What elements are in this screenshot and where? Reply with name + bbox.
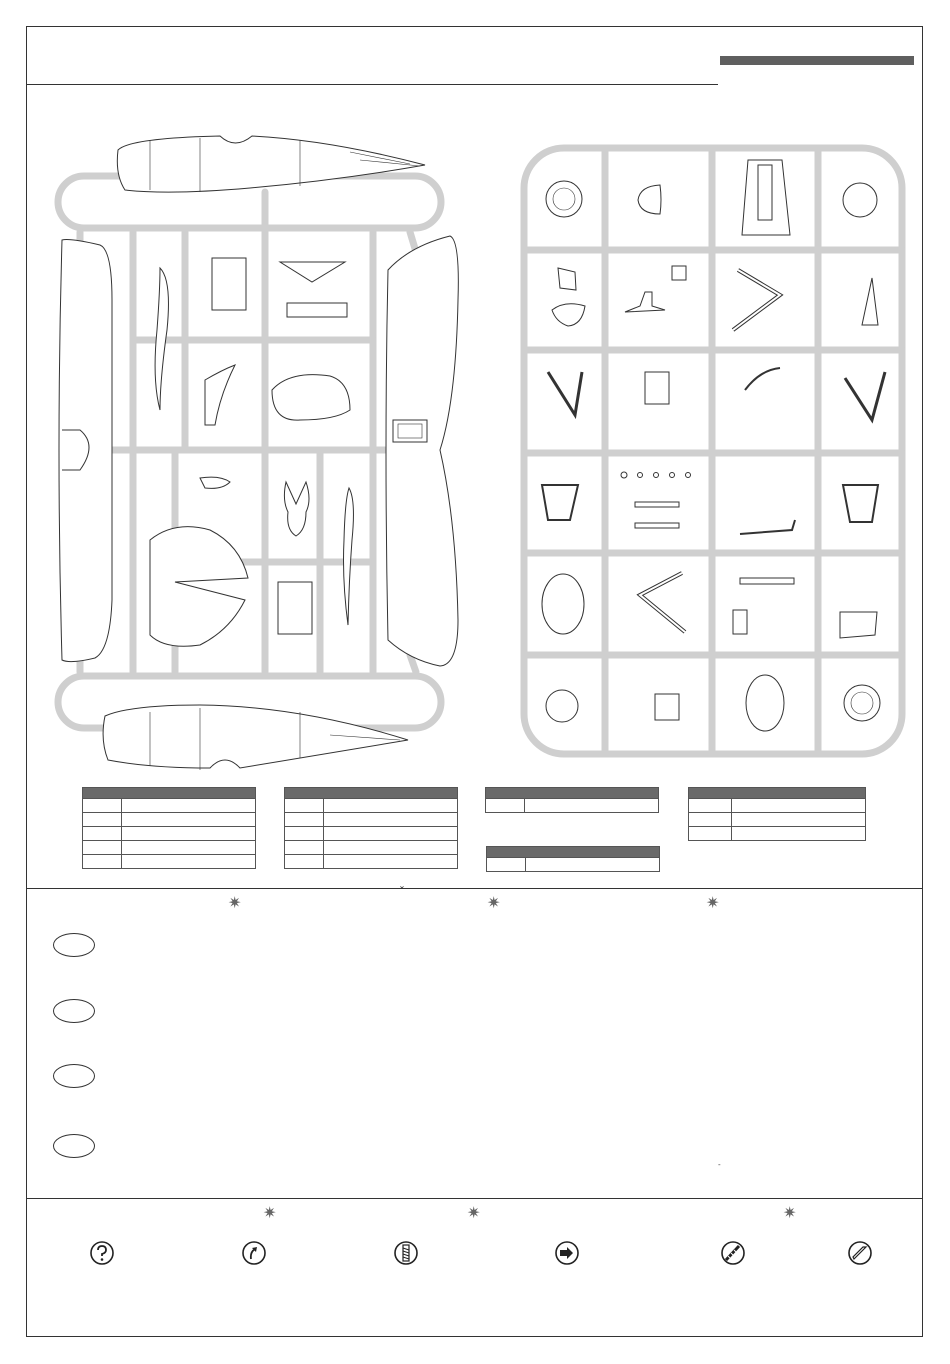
blade-part — [862, 278, 878, 325]
engine-block-2 — [278, 582, 312, 634]
step-star-6: ✷ — [783, 1205, 797, 1222]
tailfin — [272, 375, 350, 421]
cut-icon — [847, 1240, 873, 1266]
language-oval-4 — [53, 1134, 95, 1158]
stray-mark: - — [718, 1160, 721, 1169]
frame-strut-1 — [542, 485, 578, 520]
wedge-small — [672, 266, 686, 280]
parts-table-1 — [82, 787, 256, 869]
parts-table-4 — [486, 846, 660, 872]
n-strut-2 — [845, 372, 885, 420]
step-star-3: ✷ — [706, 895, 720, 912]
seat-part — [645, 372, 669, 404]
step-star-4: ✷ — [263, 1205, 277, 1222]
fuselage-half-bottom — [103, 705, 408, 768]
right-sprue-frame — [524, 148, 902, 754]
plate-part — [840, 612, 877, 638]
divider-mark: ˇ — [400, 884, 404, 898]
step-star-1: ✷ — [228, 895, 242, 912]
parts-table-5 — [688, 787, 866, 841]
fuselage-half-top — [117, 136, 425, 192]
language-oval-1 — [53, 933, 95, 957]
language-oval-2 — [53, 999, 95, 1023]
frame-strut-2 — [843, 485, 878, 522]
egg-part — [746, 675, 784, 731]
step-star-5: ✷ — [467, 1205, 481, 1222]
small-panel — [733, 610, 747, 634]
parts-table-2 — [284, 787, 458, 869]
firewall-part — [287, 303, 347, 317]
language-oval-3 — [53, 1064, 95, 1088]
long-rod — [740, 520, 795, 534]
rod-part — [745, 368, 780, 390]
file-icon — [720, 1240, 746, 1266]
small-strut — [200, 477, 230, 488]
n-strut-1 — [548, 372, 582, 415]
drill-icon — [393, 1240, 419, 1266]
gun-part — [655, 694, 679, 720]
wing-right — [386, 236, 458, 666]
insert-icon — [554, 1240, 580, 1266]
left-sprue-frame — [58, 176, 441, 728]
cowl-ring — [843, 183, 877, 217]
parts-table-3 — [485, 787, 659, 813]
spinner — [638, 185, 661, 214]
wheel-1 — [546, 181, 582, 217]
propeller-blade-2 — [344, 488, 354, 625]
turn-over-icon — [241, 1240, 267, 1266]
question-icon — [89, 1240, 115, 1266]
pilot-figure — [284, 482, 309, 536]
seat-frame — [205, 365, 235, 425]
control-stick — [625, 292, 665, 312]
cowling-part — [280, 262, 345, 282]
rudder-big — [150, 527, 248, 647]
cowl-ring-2 — [546, 690, 578, 722]
wheel-2 — [844, 685, 880, 721]
v-strut-2 — [640, 573, 685, 632]
hook-part — [552, 304, 585, 326]
cylinder-row — [740, 578, 794, 584]
fuel-tank — [542, 574, 584, 634]
engine-block-1 — [212, 258, 246, 310]
step-star-2: ✷ — [487, 895, 501, 912]
tail-skid — [558, 268, 576, 290]
